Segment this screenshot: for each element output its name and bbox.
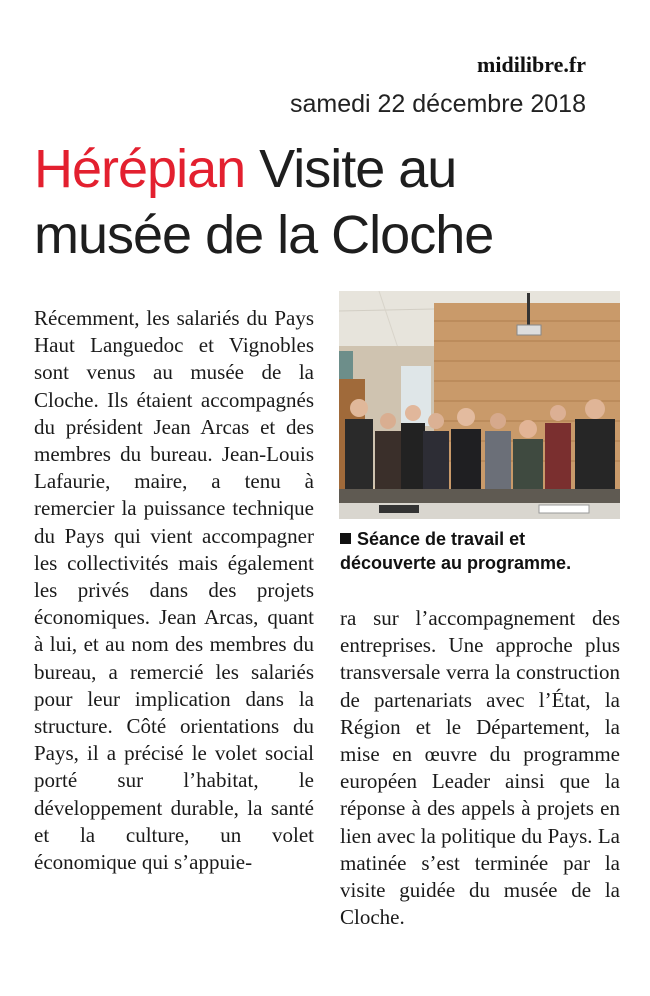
headline-title: Visite au musée de la Cloche [34,139,494,265]
headline [34,136,624,268]
article-photo [339,291,620,519]
headline-kicker: Hérépian [34,139,246,199]
article-text-1: Récemment, les salariés du Pays Haut Languedoc et Vignobles sont venus au musée de la Cloche. Ils étaient accompagnés du président Jean Arcas et des membres du bureau. Jean-Louis Lafaurie, maire, a tenu à remercier la puissance technique du Pays qui vient accompagner les collectivités mais également les privés dans des projets économiques. Jean Arcas, quant à lui, et au nom des membres du bureau, a remercié les salariés pour leur implication dans la structure. Côté orientations du Pays, il a précisé le volet social porté sur l’habitat, le développement durable, la santé et la culture, un volet économique qui s’appuie- [34,306,314,875]
publication-date: samedi 22 décembre 2018 [289,90,586,118]
article-text-2: ra sur l’accompagnement des entreprises. Une approche plus transversale verra la construction de partenariats avec l’État, la Région et le Département, la mise en œuvre du programme européen Leader ainsi que la réponse à des appels à projets en lien avec la politique du Pays. La matinée s’est terminée par la visite guidée du musée de la Cloche. [340,606,620,930]
article-column-2 [340,605,620,931]
article-column-1 [34,305,314,876]
caption-square-icon [340,533,351,544]
photo-caption [340,527,625,575]
caption-text: Séance de travail et découverte au programme. [340,529,572,573]
site-name: midilibre.fr [477,52,586,77]
